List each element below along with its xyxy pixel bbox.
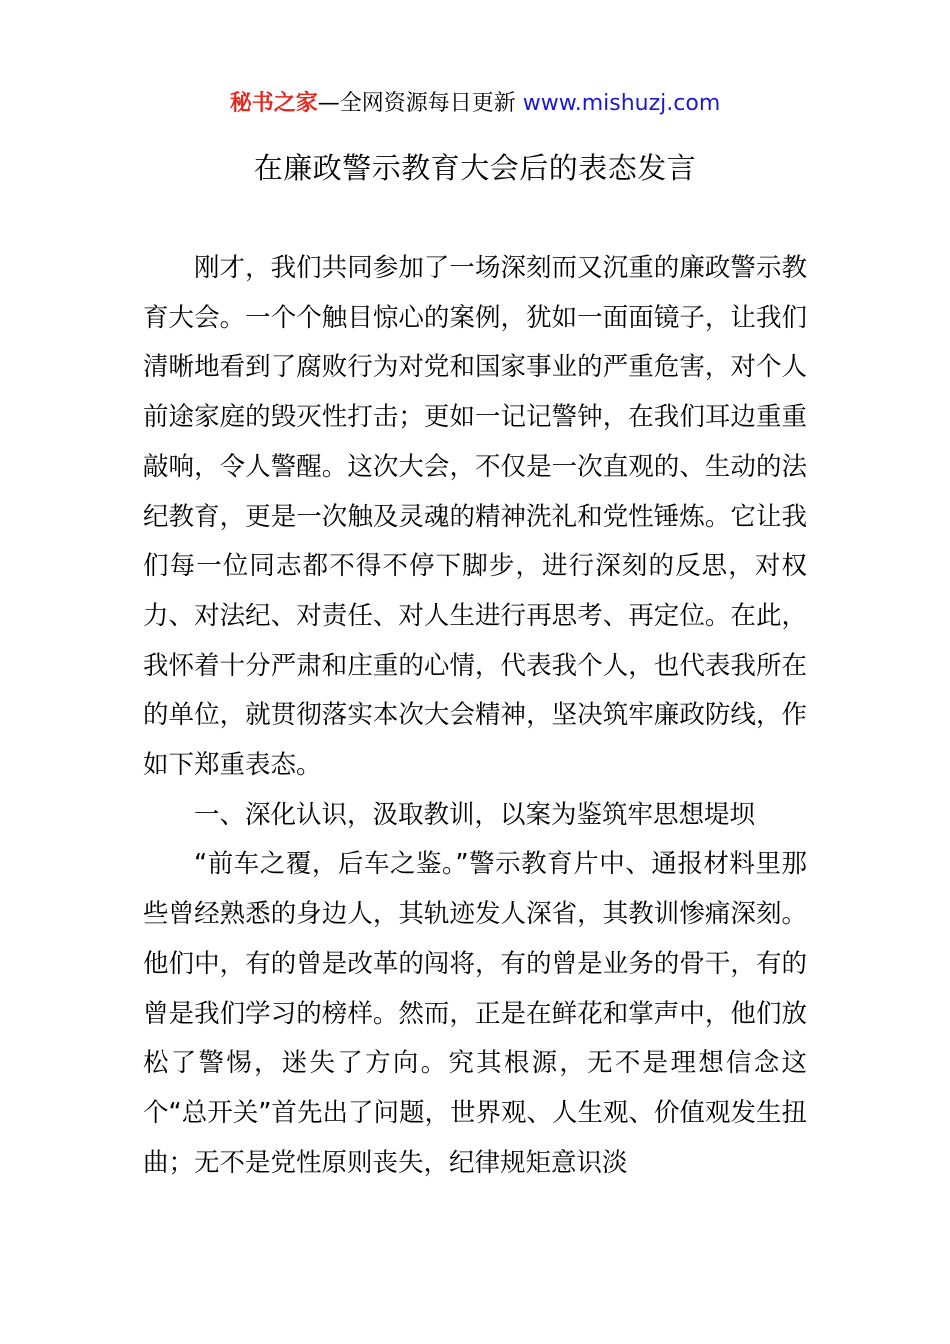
document-body [143, 244, 807, 1188]
site-name: 秘书之家 [229, 91, 318, 116]
paragraph-section-1: “前车之覆，后车之鉴。”警示教育片中、通报材料里那些曾经熟悉的身边人，其轨迹发人深省，其教训惨痛深刻。他们中，有的曾是改革的闯将，有的曾是业务的骨干，有的曾是我们学习的榜样。然而，正是在鲜花和掌声中，他们放松了警惕，迷失了方向。究其根源，无不是理想信念这个“总开关”首先出了问题，世界观、人生观、价值观发生扭曲；无不是党性原则丧失，纪律规矩意识淡 [143, 849, 807, 1178]
section-heading-1: 一、深化认识，汲取教训，以案为鉴筑牢思想堤坝 [194, 799, 756, 830]
paragraph-intro: 刚才，我们共同参加了一场深刻而又沉重的廉政警示教育大会。一个个触目惊心的案例，犹如一面面镜子，让我们清晰地看到了腐败行为对党和国家事业的严重危害，对个人前途家庭的毁灭性打击；更如一记记警钟，在我们耳边重重敲响，令人警醒。这次大会，不仅是一次直观的、生动的法纪教育，更是一次触及灵魂的精神洗礼和党性锤炼。它让我们每一位同志都不得不停下脚步，进行深刻的反思，对权力、对法纪、对责任、对人生进行再思考、再定位。在此，我怀着十分严肃和庄重的心情，代表我个人，也代表我所在的单位，就贯彻落实本次大会精神，坚决筑牢廉政防线，作如下郑重表态。 [143, 253, 807, 781]
document-title: 在廉政警示教育大会后的表态发言 [253, 151, 697, 185]
site-header [0, 86, 950, 122]
site-slogan: —全网资源每日更新 [317, 91, 523, 116]
site-url-link[interactable]: www.mishuzj.com [522, 91, 721, 116]
